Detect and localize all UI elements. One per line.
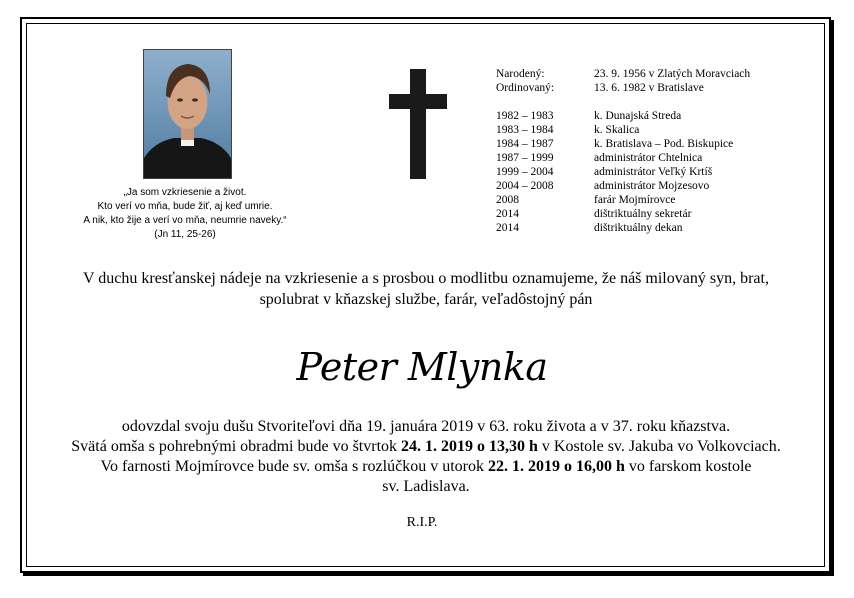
career-role: k. Skalica [594,124,640,136]
career-row [496,123,750,137]
career-years: 1999 – 2004 [496,166,554,178]
career-years: 1984 – 1987 [496,138,554,150]
announcement [30,268,822,310]
career-years: 2008 [496,194,519,206]
ordained-row [496,81,750,95]
career-row [496,109,750,123]
details-line: sv. Ladislava. [382,478,470,495]
quote-reference: (Jn 11, 25-26) [154,229,216,240]
career-role: administrátor Veľký Krtíš [594,166,713,178]
born-value: 23. 9. 1956 v Zlatých Moravciach [594,68,751,80]
born-row [496,67,750,81]
biography [496,67,750,235]
funeral-datetime: 24. 1. 2019 o 13,30 h [401,438,538,455]
career-row [496,151,750,165]
career-row [496,193,750,207]
career-years: 1987 – 1999 [496,152,554,164]
career-years: 1982 – 1983 [496,110,554,122]
portrait-photo [143,49,232,179]
details-text: vo farskom kostole [624,458,752,475]
career-role: administrátor Mojzesovo [594,180,710,192]
announcement-line: spolubrat v kňazskej službe, farár, veľadôstojný pán [259,291,593,308]
career-row [496,137,750,151]
quote-line: A nik, kto žije a verí vo mňa, neumrie naveky.“ [83,215,287,226]
born-label: Narodený: [496,68,545,80]
cross-icon [389,69,447,179]
bible-quote [60,186,310,242]
announcement-line: V duchu kresťanskej nádeje na vzkriesenie a s prosbou o modlitbu oznamujeme, že náš milovaný syn, brat, [83,270,769,287]
ordained-label: Ordinovaný: [496,82,555,94]
career-role: dištriktuálny sekretár [594,208,692,220]
career-row [496,221,750,235]
career-years: 1983 – 1984 [496,124,554,136]
career-years: 2014 [496,222,519,234]
details-line [30,437,822,457]
funeral-details [30,417,822,497]
career-years: 2004 – 2008 [496,180,554,192]
rip-text: R.I.P. [406,515,438,530]
career-role: k. Dunajská Streda [594,110,682,122]
career-role: dištriktuálny dekan [594,222,683,234]
quote-line: Kto verí vo mňa, bude žiť, aj keď umrie. [97,201,273,212]
details-text: Vo farnosti Mojmírovce bude sv. omša s rozlúčkou v utorok [100,458,488,475]
mass-datetime: 22. 1. 2019 o 16,00 h [487,458,625,475]
career-row [496,179,750,193]
career-role: farár Mojmírovce [594,194,676,206]
career-row [496,207,750,221]
details-text: v Kostole sv. Jakuba vo Volkovciach. [537,438,781,455]
ordained-value: 13. 6. 1982 v Bratislave [594,82,704,94]
details-line [30,457,822,477]
deceased-name: Peter Mlynka [296,345,548,389]
details-text: Svätá omša s pohrebnými obradmi bude vo štvrtok [71,438,402,455]
career-row [496,165,750,179]
career-role: administrátor Chtelnica [594,152,703,164]
quote-line: „Ja som vzkriesenie a život. [123,187,247,198]
career-role: k. Bratislava – Pod. Biskupice [594,138,734,150]
career-years: 2014 [496,208,519,220]
details-line: odovzdal svoju dušu Stvoriteľovi dňa 19. januára 2019 v 63. roku života a v 37. roku kňazstva. [121,418,731,435]
